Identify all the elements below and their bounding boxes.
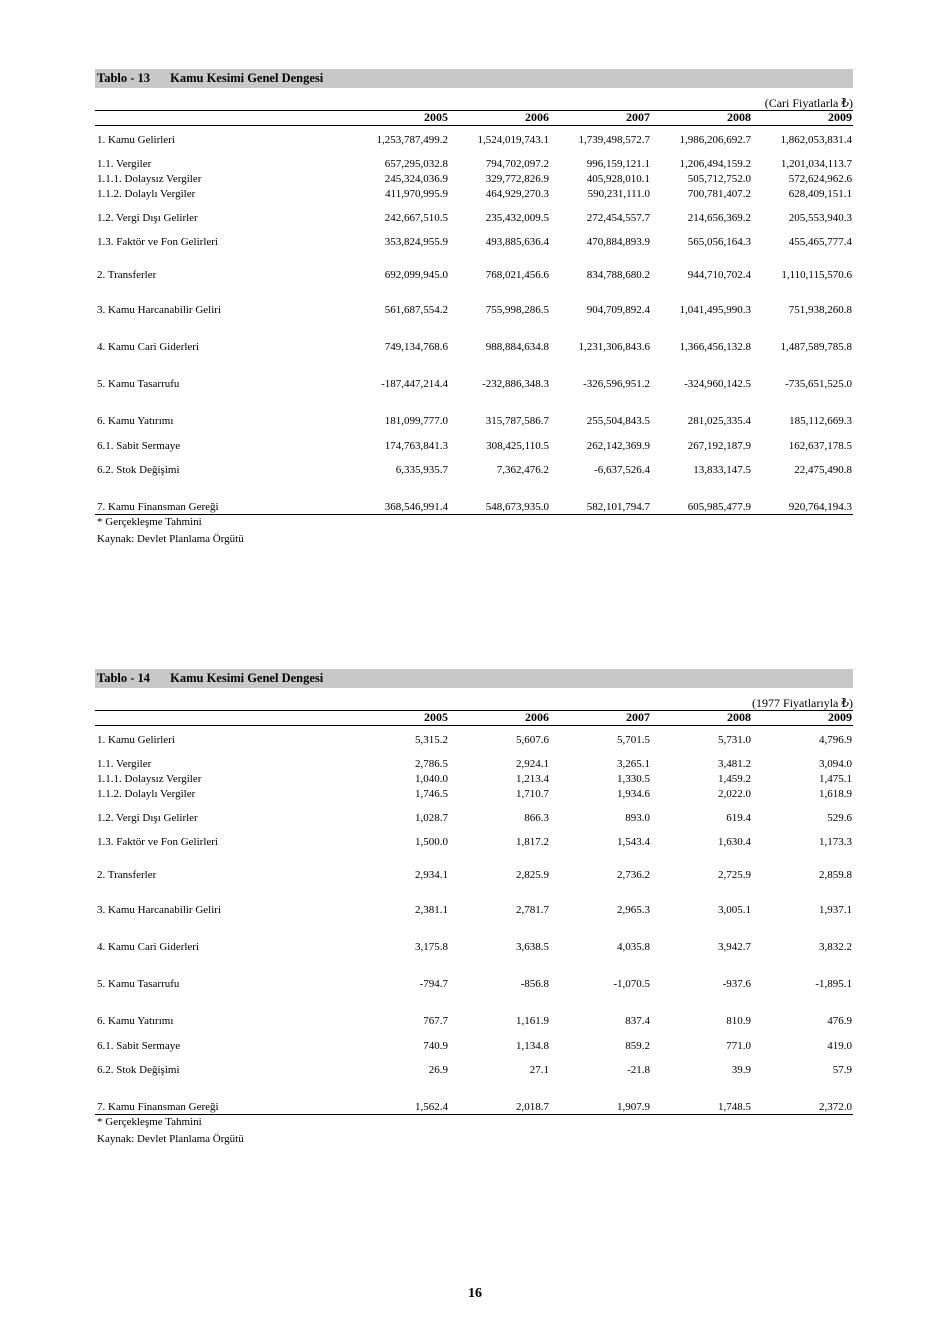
- cell-value: 988,884,634.8: [485, 341, 549, 353]
- cell-value: 22,475,490.8: [794, 464, 852, 476]
- cell-value: 2,781.7: [516, 904, 549, 916]
- cell-value: 2,018.7: [516, 1101, 549, 1113]
- table-row: [95, 758, 853, 771]
- table-row: [95, 941, 853, 954]
- footnote: * Gerçekleşme Tahmini: [97, 516, 202, 528]
- row-label: 7. Kamu Finansman Gereği: [97, 501, 219, 513]
- row-label: 6. Kamu Yatırımı: [97, 415, 174, 427]
- cell-value: 529.6: [827, 812, 852, 824]
- cell-value: 368,546,991.4: [384, 501, 448, 513]
- cell-value: 810.9: [726, 1015, 751, 1027]
- table-row: [95, 773, 853, 786]
- cell-value: 2,736.2: [617, 869, 650, 881]
- cell-value: 920,764,194.3: [788, 501, 852, 513]
- cell-value: -794.7: [419, 978, 448, 990]
- table-row: [95, 304, 853, 317]
- cell-value: 1,710.7: [516, 788, 549, 800]
- cell-value: 893.0: [625, 812, 650, 824]
- cell-value: 1,934.6: [617, 788, 650, 800]
- row-label: 1.1.1. Dolaysız Vergiler: [97, 773, 202, 785]
- cell-value: 1,110,115,570.6: [781, 269, 852, 281]
- cell-value: -856.8: [520, 978, 549, 990]
- table-row: [95, 812, 853, 825]
- table-14-title: Kamu Kesimi Genel Dengesi: [170, 671, 324, 685]
- cell-value: 561,687,554.2: [384, 304, 448, 316]
- cell-value: 214,656,369.2: [687, 212, 751, 224]
- cell-value: 1,487,589,785.8: [780, 341, 852, 353]
- row-label: 1.2. Vergi Dışı Gelirler: [97, 812, 198, 824]
- row-label: 1. Kamu Gelirleri: [97, 134, 175, 146]
- cell-value: 657,295,032.8: [384, 158, 448, 170]
- row-label: 2. Transferler: [97, 269, 157, 281]
- cell-value: 1,937.1: [819, 904, 852, 916]
- table-row: [95, 134, 853, 147]
- cell-value: 27.1: [529, 1064, 549, 1076]
- table-13-label: Tablo - 13: [97, 71, 151, 85]
- cell-value: 235,432,009.5: [485, 212, 549, 224]
- cell-value: 700,781,407.2: [687, 188, 751, 200]
- row-label: 1.1. Vergiler: [97, 158, 152, 170]
- table-row: [95, 501, 853, 514]
- cell-value: 3,094.0: [819, 758, 852, 770]
- table-row: [95, 788, 853, 801]
- row-label: 1.1.2. Dolaylı Vergiler: [97, 788, 196, 800]
- cell-value: 205,553,940.3: [788, 212, 852, 224]
- table-row: [95, 836, 853, 849]
- row-label: 6.1. Sabit Sermaye: [97, 1040, 181, 1052]
- page-number: 16: [468, 1286, 482, 1301]
- cell-value: -1,895.1: [815, 978, 852, 990]
- cell-value: 2,022.0: [718, 788, 751, 800]
- cell-value: 1,134.8: [516, 1040, 549, 1052]
- cell-value: 26.9: [428, 1064, 448, 1076]
- cell-value: 1,817.2: [516, 836, 549, 848]
- footnote: * Gerçekleşme Tahmini: [97, 1116, 202, 1128]
- row-label: 1.1.1. Dolaysız Vergiler: [97, 173, 202, 185]
- cell-value: 1,907.9: [617, 1101, 650, 1113]
- row-label: 5. Kamu Tasarrufu: [97, 378, 180, 390]
- cell-value: 1,986,206,692.7: [679, 134, 751, 146]
- cell-value: 3,638.5: [516, 941, 549, 953]
- cell-value: 1,746.5: [415, 788, 448, 800]
- table-row: [95, 415, 853, 428]
- cell-value: 767.7: [423, 1015, 448, 1027]
- cell-value: -324,960,142.5: [684, 378, 751, 390]
- cell-value: -735,651,525.0: [785, 378, 852, 390]
- year-header: 2006: [525, 110, 549, 124]
- cell-value: 476.9: [827, 1015, 852, 1027]
- year-header: 2008: [727, 110, 751, 124]
- cell-value: 1,201,034,113.7: [780, 158, 852, 170]
- cell-value: 411,970,995.9: [385, 188, 448, 200]
- table-row: [95, 904, 853, 917]
- row-label: 4. Kamu Cari Giderleri: [97, 341, 200, 353]
- cell-value: 582,101,794.7: [586, 501, 650, 513]
- cell-value: 2,381.1: [415, 904, 448, 916]
- cell-value: 185,112,669.3: [789, 415, 852, 427]
- row-label: 1.3. Faktör ve Fon Gelirleri: [97, 836, 218, 848]
- cell-value: 1,173.3: [819, 836, 852, 848]
- table-row: [95, 1101, 853, 1114]
- cell-value: 5,731.0: [718, 734, 751, 746]
- year-header: 2009: [828, 710, 852, 724]
- cell-value: 1,028.7: [415, 812, 448, 824]
- cell-value: 2,859.8: [819, 869, 852, 881]
- table-13-unit: (Cari Fiyatlarla ₺): [764, 96, 853, 110]
- row-label: 1.1. Vergiler: [97, 758, 152, 770]
- cell-value: -1,070.5: [613, 978, 650, 990]
- row-label: 2. Transferler: [97, 869, 157, 881]
- cell-value: -232,886,348.3: [482, 378, 549, 390]
- row-label: 4. Kamu Cari Giderleri: [97, 941, 200, 953]
- cell-value: 794,702,097.2: [485, 158, 549, 170]
- table-14-unit: (1977 Fiyatlarıyla ₺): [752, 696, 853, 710]
- table-row: [95, 158, 853, 171]
- cell-value: 572,624,962.6: [788, 173, 852, 185]
- cell-value: 405,928,010.1: [586, 173, 650, 185]
- cell-value: 315,787,586.7: [485, 415, 549, 427]
- cell-value: 2,786.5: [415, 758, 448, 770]
- cell-value: 2,825.9: [516, 869, 549, 881]
- cell-value: 4,035.8: [617, 941, 650, 953]
- cell-value: 2,372.0: [819, 1101, 852, 1113]
- table-row: [95, 378, 853, 391]
- cell-value: 3,481.2: [718, 758, 751, 770]
- year-header: 2007: [626, 110, 650, 124]
- cell-value: 1,206,494,159.2: [679, 158, 751, 170]
- cell-value: 1,330.5: [617, 773, 650, 785]
- cell-value: 5,607.6: [516, 734, 549, 746]
- cell-value: 255,504,843.5: [586, 415, 650, 427]
- row-label: 5. Kamu Tasarrufu: [97, 978, 180, 990]
- cell-value: 1,618.9: [819, 788, 852, 800]
- row-label: 3. Kamu Harcanabilir Geliri: [97, 304, 222, 316]
- row-label: 6.2. Stok Değişimi: [97, 1064, 180, 1076]
- cell-value: 548,673,935.0: [485, 501, 549, 513]
- cell-value: 5,315.2: [415, 734, 448, 746]
- cell-value: 944,710,702.4: [687, 269, 751, 281]
- row-label: 6.2. Stok Değişimi: [97, 464, 180, 476]
- cell-value: 353,824,955.9: [384, 236, 448, 248]
- cell-value: 1,040.0: [415, 773, 448, 785]
- table-14-title-bar: [95, 669, 853, 688]
- cell-value: 1,475.1: [819, 773, 852, 785]
- cell-value: 837.4: [625, 1015, 650, 1027]
- cell-value: 768,021,456.6: [485, 269, 549, 281]
- row-label: 1.1.2. Dolaylı Vergiler: [97, 188, 196, 200]
- cell-value: 308,425,110.5: [486, 440, 549, 452]
- cell-value: 3,942.7: [718, 941, 751, 953]
- cell-value: 272,454,557.7: [586, 212, 650, 224]
- cell-value: 329,772,826.9: [485, 173, 549, 185]
- cell-value: 6,335,935.7: [395, 464, 448, 476]
- row-label: 6. Kamu Yatırımı: [97, 1015, 174, 1027]
- source-note: Kaynak: Devlet Planlama Örgütü: [97, 533, 244, 545]
- table-row: [95, 341, 853, 354]
- cell-value: 281,025,335.4: [687, 415, 751, 427]
- year-header: 2009: [828, 110, 852, 124]
- cell-value: -187,447,214.4: [381, 378, 448, 390]
- table-13-header: [95, 110, 853, 126]
- cell-value: 470,884,893.9: [586, 236, 650, 248]
- bottom-rule: [95, 514, 853, 515]
- cell-value: 2,725.9: [718, 869, 751, 881]
- year-header: 2005: [424, 710, 448, 724]
- row-label: 7. Kamu Finansman Gereği: [97, 1101, 219, 1113]
- table-row: [95, 188, 853, 201]
- cell-value: 605,985,477.9: [687, 501, 751, 513]
- cell-value: 619.4: [726, 812, 751, 824]
- table-14-label: Tablo - 14: [97, 671, 151, 685]
- cell-value: 1,213.4: [516, 773, 549, 785]
- cell-value: 1,161.9: [516, 1015, 549, 1027]
- cell-value: 505,712,752.0: [687, 173, 751, 185]
- row-label: 6.1. Sabit Sermaye: [97, 440, 181, 452]
- cell-value: 1,253,787,499.2: [376, 134, 448, 146]
- cell-value: 13,833,147.5: [693, 464, 751, 476]
- cell-value: 1,041,495,990.3: [679, 304, 751, 316]
- table-row: [95, 212, 853, 225]
- cell-value: 267,192,187.9: [687, 440, 751, 452]
- cell-value: 3,005.1: [718, 904, 751, 916]
- cell-value: 751,938,260.8: [788, 304, 852, 316]
- table-13: [95, 69, 853, 545]
- bottom-rule: [95, 1114, 853, 1115]
- cell-value: 1,862,053,831.4: [780, 134, 852, 146]
- cell-value: 834,788,680.2: [586, 269, 650, 281]
- cell-value: 162,637,178.5: [788, 440, 852, 452]
- cell-value: 1,366,456,132.8: [679, 341, 751, 353]
- cell-value: 2,934.1: [415, 869, 448, 881]
- cell-value: 692,099,945.0: [384, 269, 448, 281]
- table-row: [95, 978, 853, 991]
- year-header: 2005: [424, 110, 448, 124]
- table-row: [95, 236, 853, 249]
- cell-value: 866.3: [524, 812, 549, 824]
- cell-value: 1,562.4: [415, 1101, 448, 1113]
- cell-value: 755,998,286.5: [485, 304, 549, 316]
- table-row: [95, 440, 853, 453]
- cell-value: 174,763,841.3: [384, 440, 448, 452]
- cell-value: 3,832.2: [819, 941, 852, 953]
- cell-value: -6,637,526.4: [594, 464, 650, 476]
- year-header: 2008: [727, 710, 751, 724]
- table-14: [95, 669, 853, 1145]
- cell-value: 464,929,270.3: [485, 188, 549, 200]
- cell-value: 771.0: [726, 1040, 751, 1052]
- row-label: 1.3. Faktör ve Fon Gelirleri: [97, 236, 218, 248]
- cell-value: 181,099,777.0: [384, 415, 448, 427]
- source-note: Kaynak: Devlet Planlama Örgütü: [97, 1133, 244, 1145]
- cell-value: 1,630.4: [718, 836, 751, 848]
- cell-value: 493,885,636.4: [485, 236, 549, 248]
- table-row: [95, 869, 853, 882]
- cell-value: 904,709,892.4: [586, 304, 650, 316]
- cell-value: 245,324,036.9: [384, 173, 448, 185]
- cell-value: 242,667,510.5: [384, 212, 448, 224]
- cell-value: 565,056,164.3: [687, 236, 751, 248]
- table-row: [95, 1064, 853, 1077]
- table-13-body: [95, 126, 853, 545]
- cell-value: 1,543.4: [617, 836, 650, 848]
- table-row: [95, 734, 853, 747]
- cell-value: 262,142,369.9: [586, 440, 650, 452]
- cell-value: 628,409,151.1: [788, 188, 852, 200]
- table-13-title: Kamu Kesimi Genel Dengesi: [170, 71, 324, 85]
- cell-value: 1,459.2: [718, 773, 751, 785]
- cell-value: -326,596,951.2: [583, 378, 650, 390]
- cell-value: 859.2: [625, 1040, 650, 1052]
- cell-value: 3,175.8: [415, 941, 448, 953]
- cell-value: -937.6: [722, 978, 751, 990]
- cell-value: 39.9: [731, 1064, 751, 1076]
- cell-value: 740.9: [423, 1040, 448, 1052]
- cell-value: 455,465,777.4: [788, 236, 852, 248]
- year-header: 2006: [525, 710, 549, 724]
- cell-value: 1,231,306,843.6: [578, 341, 650, 353]
- cell-value: 5,701.5: [617, 734, 650, 746]
- cell-value: 1,500.0: [415, 836, 448, 848]
- cell-value: 1,524,019,743.1: [477, 134, 549, 146]
- table-row: [95, 173, 853, 186]
- cell-value: 3,265.1: [617, 758, 650, 770]
- cell-value: 996,159,121.1: [586, 158, 650, 170]
- row-label: 1. Kamu Gelirleri: [97, 734, 175, 746]
- table-row: [95, 269, 853, 282]
- table-row: [95, 1040, 853, 1053]
- cell-value: 590,231,111.0: [587, 188, 650, 200]
- cell-value: -21.8: [627, 1064, 650, 1076]
- cell-value: 7,362,476.2: [496, 464, 549, 476]
- cell-value: 1,748.5: [718, 1101, 751, 1113]
- table-14-body: [95, 726, 853, 1145]
- year-header: 2007: [626, 710, 650, 724]
- cell-value: 4,796.9: [819, 734, 852, 746]
- table-row: [95, 1015, 853, 1028]
- row-label: 1.2. Vergi Dışı Gelirler: [97, 212, 198, 224]
- table-13-title-bar: [95, 69, 853, 88]
- cell-value: 57.9: [832, 1064, 852, 1076]
- cell-value: 749,134,768.6: [384, 341, 448, 353]
- row-label: 3. Kamu Harcanabilir Geliri: [97, 904, 222, 916]
- cell-value: 2,965.3: [617, 904, 650, 916]
- table-row: [95, 464, 853, 477]
- cell-value: 1,739,498,572.7: [578, 134, 650, 146]
- cell-value: 419.0: [827, 1040, 852, 1052]
- cell-value: 2,924.1: [516, 758, 549, 770]
- table-14-header: [95, 710, 853, 726]
